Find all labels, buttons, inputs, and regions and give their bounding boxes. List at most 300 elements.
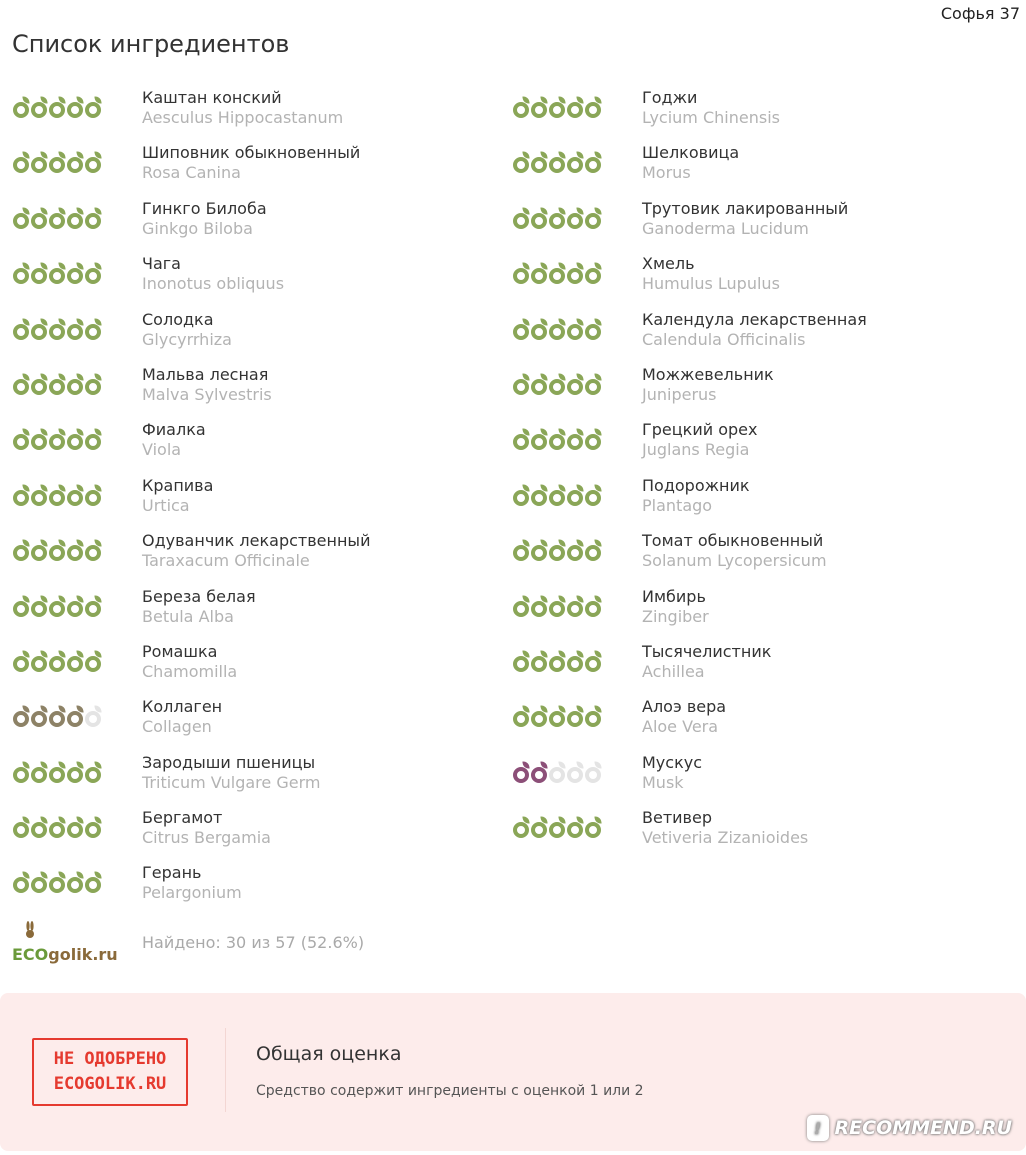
- olive-icon-filled: [30, 705, 48, 723]
- ingredient-name-ru: Имбирь: [642, 586, 706, 606]
- rating-icons: [12, 365, 142, 391]
- page-title: Список ингредиентов: [12, 30, 290, 58]
- olive-icon-filled: [584, 595, 602, 613]
- ingredient-name-latin: Ginkgo Biloba: [142, 218, 253, 238]
- rating-icons: [12, 199, 142, 225]
- ingredient-name-ru: Гинкго Билоба: [142, 198, 267, 218]
- rating-icons: [12, 310, 142, 336]
- ingredient-names: [642, 88, 780, 128]
- olive-icon-filled: [12, 318, 30, 336]
- olive-icon-filled: [512, 705, 530, 723]
- olive-icon-filled: [584, 207, 602, 225]
- verdict-divider: [225, 1028, 226, 1112]
- olive-icon-filled: [12, 816, 30, 834]
- olive-icon-filled: [548, 428, 566, 446]
- olive-icon-filled: [512, 96, 530, 114]
- ingredient-name-latin: Ganoderma Lucidum: [642, 218, 809, 238]
- olive-icon-filled: [84, 761, 102, 779]
- recommend-badge-icon: !: [807, 1115, 829, 1141]
- olive-icon-filled: [66, 373, 84, 391]
- olive-icon-empty: [84, 705, 102, 723]
- rating-icons: [12, 863, 142, 889]
- ingredient-name-ru: Зародыши пшеницы: [142, 752, 316, 772]
- rating-icons: [512, 753, 642, 779]
- ingredient-name-latin: Aloe Vera: [642, 717, 719, 737]
- ingredient-row[interactable]: [12, 531, 512, 586]
- olive-icon-filled: [66, 761, 84, 779]
- olive-icon-filled: [30, 761, 48, 779]
- ingredient-row[interactable]: [512, 808, 1012, 863]
- ingredient-name-latin: Juniperus: [642, 384, 717, 404]
- ingredient-name-ru: Грецкий орех: [642, 420, 758, 440]
- ingredient-column-left: [12, 88, 512, 919]
- olive-icon-filled: [66, 484, 84, 502]
- ingredient-name-latin: Taraxacum Officinale: [142, 551, 310, 571]
- olive-icon-filled: [512, 262, 530, 280]
- olive-icon-filled: [512, 428, 530, 446]
- olive-icon-filled: [584, 318, 602, 336]
- ingredient-name-ru: Можжевельник: [642, 364, 774, 384]
- ingredient-name-latin: Plantago: [642, 495, 713, 515]
- ingredient-name-latin: Malva Sylvestris: [142, 384, 272, 404]
- ingredient-name-latin: Inonotus obliquus: [142, 274, 285, 294]
- olive-icon-filled: [48, 816, 66, 834]
- olive-icon-filled: [566, 705, 584, 723]
- footer-row: [12, 920, 364, 964]
- ingredient-names: [142, 587, 256, 627]
- olive-icon-filled: [530, 318, 548, 336]
- ingredient-name-ru: Годжи: [642, 88, 698, 107]
- ingredient-row[interactable]: [12, 365, 512, 420]
- ingredient-name-ru: Мальва лесная: [142, 364, 269, 384]
- olive-icon-filled: [566, 262, 584, 280]
- verdict-panel: [0, 993, 1026, 1151]
- olive-icon-filled: [566, 484, 584, 502]
- ecogolik-logo[interactable]: [12, 920, 142, 964]
- olive-icon-filled: [84, 96, 102, 114]
- olive-icon-filled: [30, 207, 48, 225]
- rating-icons: [12, 254, 142, 280]
- olive-icon-filled: [48, 318, 66, 336]
- ingredient-names: [142, 808, 271, 848]
- logo-eco-text: ECO: [12, 945, 49, 964]
- ingredient-names: [142, 476, 213, 516]
- ingredient-row[interactable]: [12, 808, 512, 863]
- olive-icon-filled: [30, 816, 48, 834]
- olive-icon-filled: [66, 262, 84, 280]
- olive-icon-empty: [584, 761, 602, 779]
- olive-icon-filled: [84, 151, 102, 169]
- ingredient-row[interactable]: [12, 863, 512, 918]
- olive-icon-filled: [84, 484, 102, 502]
- ingredient-name-latin: Humulus Lupulus: [642, 274, 780, 294]
- ingredient-row[interactable]: [512, 88, 1012, 143]
- ingredient-names: [642, 143, 739, 183]
- recommend-watermark: [807, 1115, 1012, 1141]
- ingredient-row[interactable]: [512, 753, 1012, 808]
- ingredient-names: [642, 476, 750, 516]
- olive-icon-filled: [548, 151, 566, 169]
- ingredient-name-ru: Шиповник обыкновенный: [142, 143, 361, 163]
- olive-icon-filled: [84, 816, 102, 834]
- olive-icon-filled: [12, 871, 30, 889]
- olive-icon-filled: [12, 595, 30, 613]
- olive-icon-filled: [84, 428, 102, 446]
- rating-icons: [512, 420, 642, 446]
- olive-icon-filled: [548, 373, 566, 391]
- olive-icon-filled: [48, 705, 66, 723]
- ingredient-name-ru: Мускус: [642, 752, 702, 772]
- olive-icon-filled: [566, 318, 584, 336]
- olive-icon-filled: [66, 318, 84, 336]
- olive-icon-filled: [30, 650, 48, 668]
- ingredient-name-ru: Герань: [142, 863, 202, 883]
- ingredient-names: [642, 254, 780, 294]
- olive-icon-filled: [566, 650, 584, 668]
- ingredient-names: [142, 697, 222, 737]
- ingredient-row[interactable]: [12, 88, 512, 143]
- ingredient-name-ru: Алоэ вера: [642, 697, 727, 717]
- olive-icon-filled: [48, 484, 66, 502]
- olive-icon-filled: [84, 262, 102, 280]
- olive-icon-filled: [512, 151, 530, 169]
- ingredient-row[interactable]: [12, 310, 512, 365]
- olive-icon-filled: [584, 705, 602, 723]
- ingredient-names: [142, 143, 360, 183]
- ingredient-name-ru: Томат обыкновенный: [642, 531, 824, 551]
- ingredient-names: [642, 697, 726, 737]
- ingredient-names: [642, 587, 709, 627]
- ingredient-row[interactable]: [512, 143, 1012, 198]
- stamp-line-2: ECOGOLIK.RU: [53, 1074, 167, 1094]
- olive-icon-filled: [548, 816, 566, 834]
- olive-icon-filled: [66, 96, 84, 114]
- olive-icon-filled: [512, 761, 530, 779]
- olive-icon-filled: [512, 816, 530, 834]
- olive-icon-filled: [530, 595, 548, 613]
- olive-icon-filled: [66, 816, 84, 834]
- olive-icon-filled: [30, 373, 48, 391]
- rating-icons: [512, 808, 642, 834]
- olive-icon-empty: [566, 761, 584, 779]
- ingredient-name-latin: Lycium Chinensis: [642, 108, 780, 127]
- ingredient-name-ru: Солодка: [142, 309, 214, 329]
- olive-icon-filled: [84, 871, 102, 889]
- ingredient-name-latin: Betula Alba: [142, 606, 234, 626]
- olive-icon-filled: [548, 650, 566, 668]
- olive-icon-filled: [512, 539, 530, 557]
- olive-icon-filled: [566, 539, 584, 557]
- ingredient-row[interactable]: [512, 642, 1012, 697]
- olive-icon-filled: [566, 428, 584, 446]
- ingredient-name-ru: Шелковица: [642, 143, 740, 163]
- olive-icon-filled: [548, 262, 566, 280]
- olive-icon-filled: [12, 262, 30, 280]
- ingredient-names: [142, 420, 206, 460]
- olive-icon-filled: [48, 428, 66, 446]
- olive-icon-filled: [512, 484, 530, 502]
- rating-icons: [12, 88, 142, 114]
- rating-icons: [512, 199, 642, 225]
- ingredient-names: [642, 365, 774, 405]
- olive-icon-filled: [548, 539, 566, 557]
- olive-icon-filled: [584, 428, 602, 446]
- watermark-text: RECOMMEND.RU: [834, 1117, 1012, 1139]
- rating-icons: [512, 642, 642, 668]
- ingredient-name-latin: Pelargonium: [142, 883, 242, 903]
- ingredient-names: [142, 88, 343, 128]
- ingredient-row[interactable]: [512, 199, 1012, 254]
- ingredient-row[interactable]: [12, 254, 512, 309]
- olive-icon-filled: [530, 761, 548, 779]
- ingredient-name-ru: Коллаген: [142, 697, 223, 717]
- ingredient-name-ru: Крапива: [142, 475, 214, 495]
- olive-icon-filled: [530, 705, 548, 723]
- olive-icon-filled: [548, 484, 566, 502]
- olive-icon-filled: [48, 151, 66, 169]
- ingredient-name-ru: Бергамот: [142, 808, 223, 828]
- olive-icon-filled: [530, 539, 548, 557]
- olive-icon-filled: [548, 595, 566, 613]
- olive-icon-filled: [548, 705, 566, 723]
- ingredient-row[interactable]: [512, 310, 1012, 365]
- olive-icon-filled: [12, 428, 30, 446]
- ingredient-name-latin: Zingiber: [642, 606, 709, 626]
- ingredient-name-latin: Calendula Officinalis: [642, 329, 806, 349]
- ingredient-names: [142, 365, 272, 405]
- ingredient-row[interactable]: [512, 531, 1012, 586]
- olive-icon-filled: [548, 318, 566, 336]
- ingredient-name-latin: Aesculus Hippocastanum: [142, 108, 344, 127]
- olive-icon-filled: [84, 650, 102, 668]
- rating-icons: [512, 587, 642, 613]
- ingredient-row[interactable]: [12, 642, 512, 697]
- ingredient-name-latin: Solanum Lycopersicum: [642, 551, 827, 571]
- olive-icon-filled: [30, 151, 48, 169]
- olive-icon-filled: [530, 207, 548, 225]
- olive-icon-filled: [584, 484, 602, 502]
- olive-icon-filled: [566, 816, 584, 834]
- olive-icon-filled: [30, 428, 48, 446]
- ingredient-names: [642, 531, 827, 571]
- ingredient-names: [142, 531, 370, 571]
- olive-icon-filled: [584, 650, 602, 668]
- ingredient-row[interactable]: [12, 697, 512, 752]
- rating-icons: [512, 476, 642, 502]
- olive-icon-filled: [66, 595, 84, 613]
- ingredient-name-latin: Vetiveria Zizanioides: [642, 828, 809, 848]
- olive-icon-filled: [584, 539, 602, 557]
- ingredient-name-ru: Фиалка: [142, 420, 206, 440]
- olive-icon-filled: [12, 705, 30, 723]
- olive-icon-filled: [48, 262, 66, 280]
- olive-icon-filled: [584, 373, 602, 391]
- ingredient-names: [642, 420, 757, 460]
- olive-icon-filled: [530, 650, 548, 668]
- ingredient-row[interactable]: [512, 365, 1012, 420]
- found-count: Найдено: 30 из 57 (52.6%): [142, 932, 365, 952]
- rating-icons: [512, 310, 642, 336]
- olive-icon-filled: [84, 373, 102, 391]
- ingredient-name-latin: Chamomilla: [142, 661, 238, 681]
- olive-icon-filled: [84, 539, 102, 557]
- ingredient-names: [142, 642, 237, 682]
- ingredient-name-latin: Triticum Vulgare Germ: [142, 772, 321, 792]
- olive-icon-filled: [512, 207, 530, 225]
- ingredient-row[interactable]: [12, 143, 512, 198]
- olive-icon-filled: [566, 96, 584, 114]
- ingredient-names: [642, 310, 867, 350]
- ingredient-name-ru: Каштан конский: [142, 88, 282, 107]
- not-approved-stamp: [32, 1038, 188, 1106]
- olive-icon-filled: [84, 318, 102, 336]
- ingredient-name-ru: Ветивер: [642, 808, 712, 828]
- ingredient-column-right: [512, 88, 1012, 919]
- ingredient-name-latin: Glycyrrhiza: [142, 329, 232, 349]
- ingredient-name-latin: Urtica: [142, 495, 190, 515]
- olive-icon-filled: [12, 761, 30, 779]
- olive-icon-filled: [48, 595, 66, 613]
- user-tag[interactable]: Софья 37: [940, 4, 1020, 23]
- olive-icon-filled: [30, 262, 48, 280]
- rating-icons: [12, 420, 142, 446]
- rating-icons: [12, 642, 142, 668]
- olive-icon-filled: [48, 373, 66, 391]
- ingredient-row[interactable]: [12, 476, 512, 531]
- olive-icon-filled: [12, 539, 30, 557]
- ingredient-names: [142, 310, 232, 350]
- rating-icons: [12, 808, 142, 834]
- olive-icon-filled: [512, 595, 530, 613]
- rating-icons: [12, 753, 142, 779]
- olive-icon-empty: [548, 761, 566, 779]
- olive-icon-filled: [48, 761, 66, 779]
- ingredient-row[interactable]: [512, 254, 1012, 309]
- ingredient-name-ru: Тысячелистник: [642, 641, 772, 661]
- ingredient-name-latin: Morus: [642, 163, 691, 183]
- ingredient-row[interactable]: [512, 476, 1012, 531]
- olive-icon-filled: [12, 484, 30, 502]
- stamp-line-1: НЕ ОДОБРЕНО: [53, 1049, 167, 1069]
- olive-icon-filled: [66, 650, 84, 668]
- olive-icon-filled: [66, 539, 84, 557]
- ingredient-row[interactable]: [512, 420, 1012, 475]
- ingredient-name-ru: Трутовик лакированный: [642, 198, 849, 218]
- rating-icons: [12, 531, 142, 557]
- ingredient-row[interactable]: [12, 753, 512, 808]
- olive-icon-filled: [12, 650, 30, 668]
- olive-icon-filled: [48, 539, 66, 557]
- olive-icon-filled: [66, 207, 84, 225]
- olive-icon-filled: [530, 816, 548, 834]
- bunny-icon: [24, 920, 36, 940]
- ingredient-name-latin: Juglans Regia: [642, 440, 750, 460]
- rating-icons: [512, 254, 642, 280]
- ingredient-name-ru: Хмель: [642, 254, 695, 274]
- olive-icon-filled: [566, 595, 584, 613]
- olive-icon-filled: [66, 871, 84, 889]
- rating-icons: [512, 697, 642, 723]
- olive-icon-filled: [30, 484, 48, 502]
- ingredient-row[interactable]: [512, 697, 1012, 752]
- ingredient-names: [142, 254, 284, 294]
- olive-icon-filled: [584, 816, 602, 834]
- ingredient-names: [642, 642, 771, 682]
- olive-icon-filled: [530, 373, 548, 391]
- olive-icon-filled: [66, 705, 84, 723]
- olive-icon-filled: [12, 373, 30, 391]
- olive-icon-filled: [12, 207, 30, 225]
- ingredient-name-ru: Подорожник: [642, 475, 750, 495]
- ingredient-name-latin: Rosa Canina: [142, 163, 241, 183]
- ingredient-name-ru: Береза белая: [142, 586, 256, 606]
- ingredient-names: [642, 808, 808, 848]
- ingredient-list: [12, 88, 1012, 919]
- olive-icon-filled: [66, 151, 84, 169]
- olive-icon-filled: [512, 373, 530, 391]
- olive-icon-filled: [530, 428, 548, 446]
- ingredient-name-ru: Одуванчик лекарственный: [142, 531, 371, 551]
- olive-icon-filled: [584, 96, 602, 114]
- olive-icon-filled: [66, 428, 84, 446]
- verdict-title: Общая оценка: [256, 1043, 402, 1065]
- olive-icon-filled: [548, 207, 566, 225]
- rating-icons: [12, 697, 142, 723]
- ingredient-names: [142, 753, 320, 793]
- ingredient-names: [142, 199, 267, 239]
- olive-icon-filled: [530, 151, 548, 169]
- olive-icon-filled: [584, 262, 602, 280]
- olive-icon-filled: [512, 318, 530, 336]
- ingredient-name-ru: Чага: [142, 254, 181, 274]
- rating-icons: [12, 143, 142, 169]
- olive-icon-filled: [548, 96, 566, 114]
- olive-icon-filled: [30, 539, 48, 557]
- rating-icons: [512, 143, 642, 169]
- olive-icon-filled: [530, 484, 548, 502]
- rating-icons: [512, 88, 642, 114]
- olive-icon-filled: [48, 650, 66, 668]
- rating-icons: [12, 587, 142, 613]
- ingredient-name-latin: Achillea: [642, 661, 705, 681]
- rating-icons: [512, 531, 642, 557]
- ingredient-name-latin: Viola: [142, 440, 182, 460]
- ingredient-row[interactable]: [12, 199, 512, 254]
- olive-icon-filled: [84, 207, 102, 225]
- olive-icon-filled: [12, 151, 30, 169]
- olive-icon-filled: [30, 318, 48, 336]
- ingredient-names: [642, 199, 848, 239]
- olive-icon-filled: [84, 595, 102, 613]
- olive-icon-filled: [48, 207, 66, 225]
- verdict-description: Средство содержит ингредиенты с оценкой 1 или 2: [256, 1083, 644, 1099]
- ingredient-row[interactable]: [512, 587, 1012, 642]
- olive-icon-filled: [48, 871, 66, 889]
- ingredient-name-ru: Ромашка: [142, 641, 218, 661]
- olive-icon-filled: [584, 151, 602, 169]
- ingredient-names: [642, 753, 702, 793]
- rating-icons: [512, 365, 642, 391]
- ingredient-name-latin: Collagen: [142, 717, 212, 737]
- logo-rest-text: golik.ru: [48, 945, 118, 964]
- rating-icons: [12, 476, 142, 502]
- olive-icon-filled: [30, 871, 48, 889]
- ingredient-row[interactable]: [12, 587, 512, 642]
- ingredient-row[interactable]: [12, 420, 512, 475]
- ingredient-name-ru: Календула лекарственная: [642, 309, 867, 329]
- olive-icon-filled: [566, 373, 584, 391]
- olive-icon-filled: [12, 96, 30, 114]
